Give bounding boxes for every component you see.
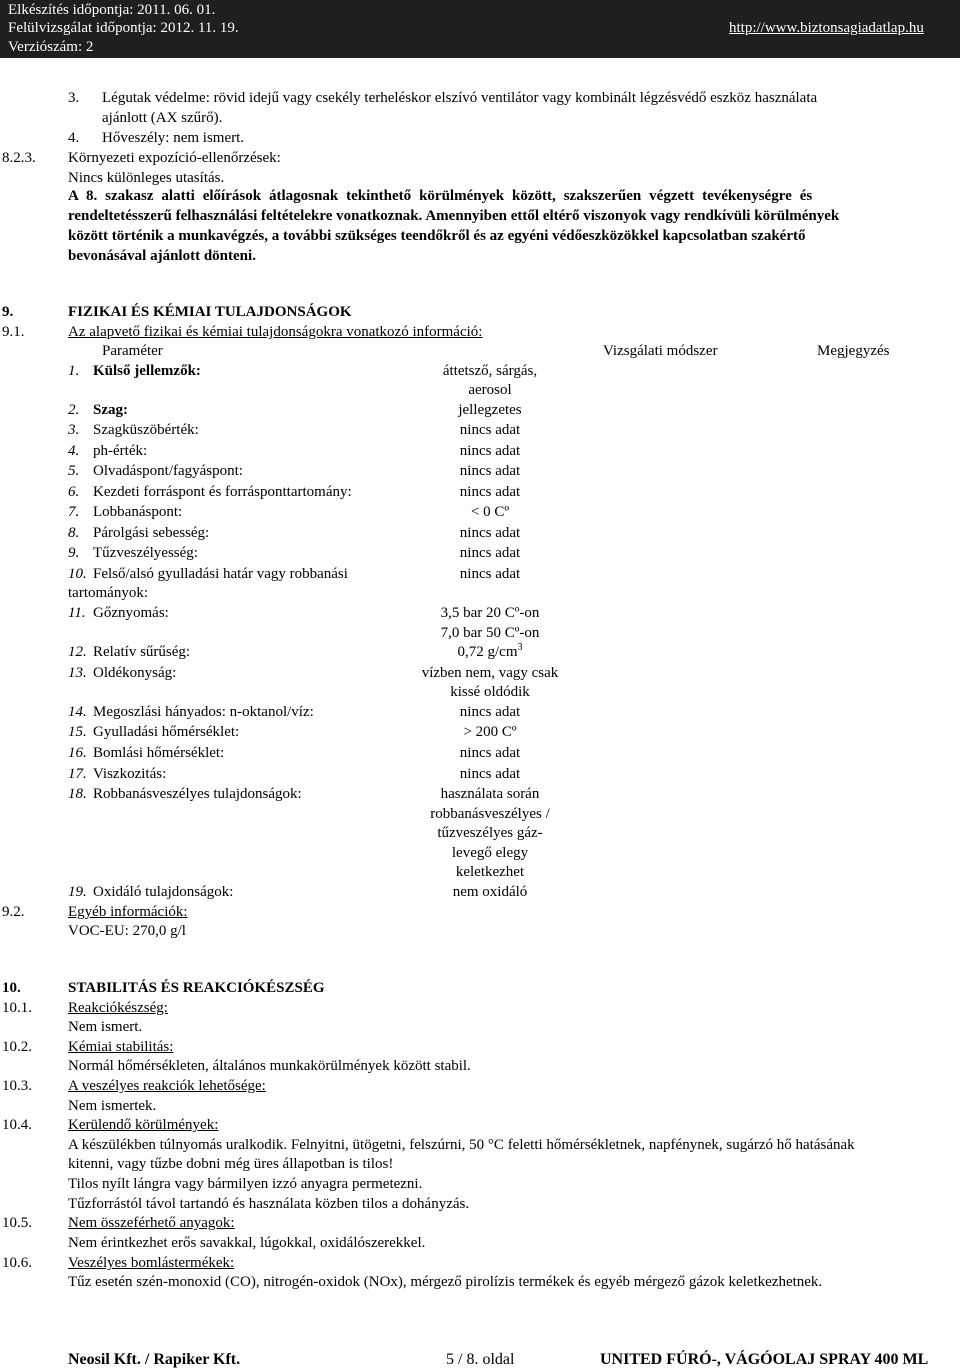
notice-text: A 8. szakasz alatti előírások átlagosnak tekinthető körülmények között, szakszerűen végzett tevékenységre és <box>68 188 813 204</box>
row-label: Párolgási sebesség: <box>93 525 210 541</box>
row-number: 9. <box>68 545 80 561</box>
subsection-text: Nem ismertek. <box>68 1098 157 1114</box>
row-label: Megoszlási hányados: n-oktanol/víz: <box>93 704 314 720</box>
row-label: Bomlási hőmérséklet: <box>93 745 225 761</box>
subsection-title: Kémiai stabilitás: <box>68 1039 174 1055</box>
row-number: 6. <box>68 484 80 500</box>
row-label: ph-érték: <box>93 443 148 459</box>
row-value: vízben nem, vagy csak <box>421 665 559 681</box>
row-value: > 200 Cº <box>463 724 517 740</box>
subsection-text: Tűz esetén szén-monoxid (CO), nitrogén-oxidok (NOx), mérgező pirolízis termékek és egyéb mérgező gázok keletkezhetnek. <box>68 1274 823 1290</box>
row-value: aerosol <box>468 382 512 398</box>
subsection-title: Veszélyes bomlástermékek: <box>68 1255 235 1271</box>
notice-paragraph-line: bevonásával ajánlott dönteni. <box>68 248 256 264</box>
density-value: 0,72 g/cm <box>457 644 518 660</box>
row-number: 11. <box>68 605 86 621</box>
notice-paragraph-line <box>68 186 958 206</box>
subsection-text: Nem ismert. <box>68 1019 143 1035</box>
row-label: Felső/alsó gyulladási határ vagy robbanási <box>93 566 348 582</box>
row-number: 5. <box>68 463 80 479</box>
subsection-title: Az alapvető fizikai és kémiai tulajdonságokra vonatkozó információ: <box>68 324 483 340</box>
website-link[interactable]: http://www.biztonsagiadatlap.hu <box>729 20 924 36</box>
row-number: 3. <box>68 422 80 438</box>
item-number: 3. <box>68 90 80 106</box>
item-number: 4. <box>68 130 80 146</box>
row-label: Lobbanáspont: <box>93 504 183 520</box>
row-label: Gyulladási hőmérséklet: <box>93 724 240 740</box>
row-value: nincs adat <box>459 525 521 541</box>
notice-text: Amennyiben ettől eltérő viszonyok vagy rendkívüli körülmények <box>425 208 840 224</box>
row-value: jellegzetes <box>458 402 522 418</box>
row-number: 2. <box>68 402 80 418</box>
subsection-title: Környezeti expozíció-ellenőrzések: <box>68 150 281 166</box>
subsection-number: 10.2. <box>2 1039 32 1055</box>
footer-company: Neosil Kft. / Rapiker Kft. <box>68 1351 241 1368</box>
row-number: 4. <box>68 443 80 459</box>
section-title: FIZIKAI ÉS KÉMIAI TULAJDONSÁGOK <box>68 304 352 320</box>
row-number: 14. <box>68 704 87 720</box>
row-value: keletkezhet <box>455 864 525 880</box>
row-number: 15. <box>68 724 87 740</box>
row-label: Gőznyomás: <box>93 605 169 621</box>
notice-paragraph-line <box>68 206 839 226</box>
row-label: Viszkozitás: <box>93 766 167 782</box>
row-value: nincs adat <box>459 704 521 720</box>
row-number: 13. <box>68 665 87 681</box>
row-label: Tűzveszélyesség: <box>93 545 198 561</box>
respiratory-protection-text: Légutak védelme: rövid idejű vagy csekély terheléskor elszívó ventilátor vagy kombinált légzésvédő eszköz használata <box>102 90 818 106</box>
row-label: Oxidáló tulajdonságok: <box>93 884 234 900</box>
subsection-number: 9.1. <box>2 324 25 340</box>
row-value: < 0 Cº <box>470 504 510 520</box>
row-label: Szagküszöbérték: <box>93 422 199 438</box>
row-label: Olvadáspont/fagyáspont: <box>93 463 243 479</box>
row-value: nincs adat <box>459 566 521 582</box>
row-value <box>390 642 590 662</box>
row-number: 19. <box>68 884 87 900</box>
row-number: 7. <box>68 504 80 520</box>
subsection-number: 9.2. <box>2 904 25 920</box>
section-number: 10. <box>2 980 21 996</box>
subsection-text: Normál hőmérsékleten, általános munkakörülmények között stabil. <box>68 1058 471 1074</box>
row-value: tűzveszélyes gáz- <box>437 825 543 841</box>
subsection-number: 8.2.3. <box>2 150 36 166</box>
row-label-cont: tartományok: <box>68 585 148 601</box>
subsection-text: Nem érintkezhet erős savakkal, lúgokkal, oxidálószerekkel. <box>68 1235 426 1251</box>
row-number: 8. <box>68 525 80 541</box>
footer-page-number: 5 / 8. oldal <box>446 1351 515 1368</box>
row-number: 10. <box>68 566 87 582</box>
row-label: Relatív sűrűség: <box>93 644 191 660</box>
subsection-number: 10.6. <box>2 1255 32 1271</box>
subsection-text: Tilos nyílt lángra vagy bármilyen izzó anyagra permetezni. <box>68 1176 423 1192</box>
respiratory-protection-text-cont: ajánlott (AX szűrő). <box>102 110 223 126</box>
section-title: STABILITÁS ÉS REAKCIÓKÉSZSÉG <box>68 980 325 996</box>
notice-paragraph-line: között történik a munkavégzés, a további szükséges teendőkről és az egyéni védőeszközökkel kapcsolatban szakértő <box>68 228 806 244</box>
subsection-text: A készülékben túlnyomás uralkodik. Felnyitni, ütögetni, felszúrni, 50 °C feletti hőmérsékletnek, napfénynek, sugárzó hő hatásának <box>68 1137 855 1153</box>
row-value: nincs adat <box>459 463 521 479</box>
row-value: nem oxidáló <box>452 884 528 900</box>
subsection-number: 10.4. <box>2 1117 32 1133</box>
row-value: nincs adat <box>459 422 521 438</box>
row-label: Külső jellemzők: <box>93 363 201 379</box>
subsection-title: Reakciókészség: <box>68 1000 168 1016</box>
created-date: Elkészítés időpontja: 2011. 06. 01. <box>8 2 216 18</box>
subsection-text: Nincs különleges utasítás. <box>68 170 225 186</box>
row-number: 1. <box>68 363 80 379</box>
row-value: nincs adat <box>459 766 521 782</box>
footer-product: UNITED FÚRÓ-, VÁGÓOLAJ SPRAY 400 ML <box>600 1351 929 1368</box>
row-value: nincs adat <box>459 745 521 761</box>
density-exponent: 3 <box>517 642 523 653</box>
row-label: Kezdeti forráspont és forrásponttartomány: <box>93 484 352 500</box>
subsection-number: 10.1. <box>2 1000 32 1016</box>
subsection-title: Egyéb információk: <box>68 904 188 920</box>
row-value: nincs adat <box>459 484 521 500</box>
row-label: Oldékonyság: <box>93 665 177 681</box>
row-value: 3,5 bar 20 Cº-on <box>440 605 540 621</box>
column-header-note: Megjegyzés <box>817 343 890 359</box>
revised-date: Felülvizsgálat időpontja: 2012. 11. 19. <box>8 20 239 36</box>
subsection-title: Nem összeférhető anyagok: <box>68 1215 235 1231</box>
version: Verziószám: 2 <box>8 39 94 55</box>
thermal-hazard-text: Hőveszély: nem ismert. <box>102 130 245 146</box>
row-number: 12. <box>68 644 87 660</box>
row-label: Robbanásveszélyes tulajdonságok: <box>93 786 302 802</box>
column-header-method: Vizsgálati módszer <box>603 343 718 359</box>
row-value: nincs adat <box>459 443 521 459</box>
notice-text: rendeltetésszerű felhasználási feltételekre vonatkoznak. <box>68 208 423 224</box>
row-number: 18. <box>68 786 87 802</box>
row-number: 17. <box>68 766 87 782</box>
subsection-text: Tűzforrástól távol tartandó és használata közben tilos a dohányzás. <box>68 1196 470 1212</box>
row-value: 7,0 bar 50 Cº-on <box>440 625 540 641</box>
row-value: robbanásveszélyes / <box>430 806 550 822</box>
subsection-number: 10.3. <box>2 1078 32 1094</box>
row-value: levegő elegy <box>451 845 529 861</box>
subsection-title: A veszélyes reakciók lehetősége: <box>68 1078 266 1094</box>
subsection-number: 10.5. <box>2 1215 32 1231</box>
row-value: nincs adat <box>459 545 521 561</box>
voc-value: VOC-EU: 270,0 g/l <box>68 923 186 939</box>
subsection-title: Kerülendő körülmények: <box>68 1117 219 1133</box>
row-number: 16. <box>68 745 87 761</box>
row-value: kissé oldódik <box>450 684 530 700</box>
column-header-parameter: Paraméter <box>102 343 163 359</box>
section-number: 9. <box>2 304 14 320</box>
subsection-text: kitenni, vagy tűzbe dobni még üres állapotban is tilos! <box>68 1156 394 1172</box>
row-value: használata során <box>440 786 540 802</box>
row-value: áttetsző, sárgás, <box>442 363 538 379</box>
row-label: Szag: <box>93 402 128 418</box>
